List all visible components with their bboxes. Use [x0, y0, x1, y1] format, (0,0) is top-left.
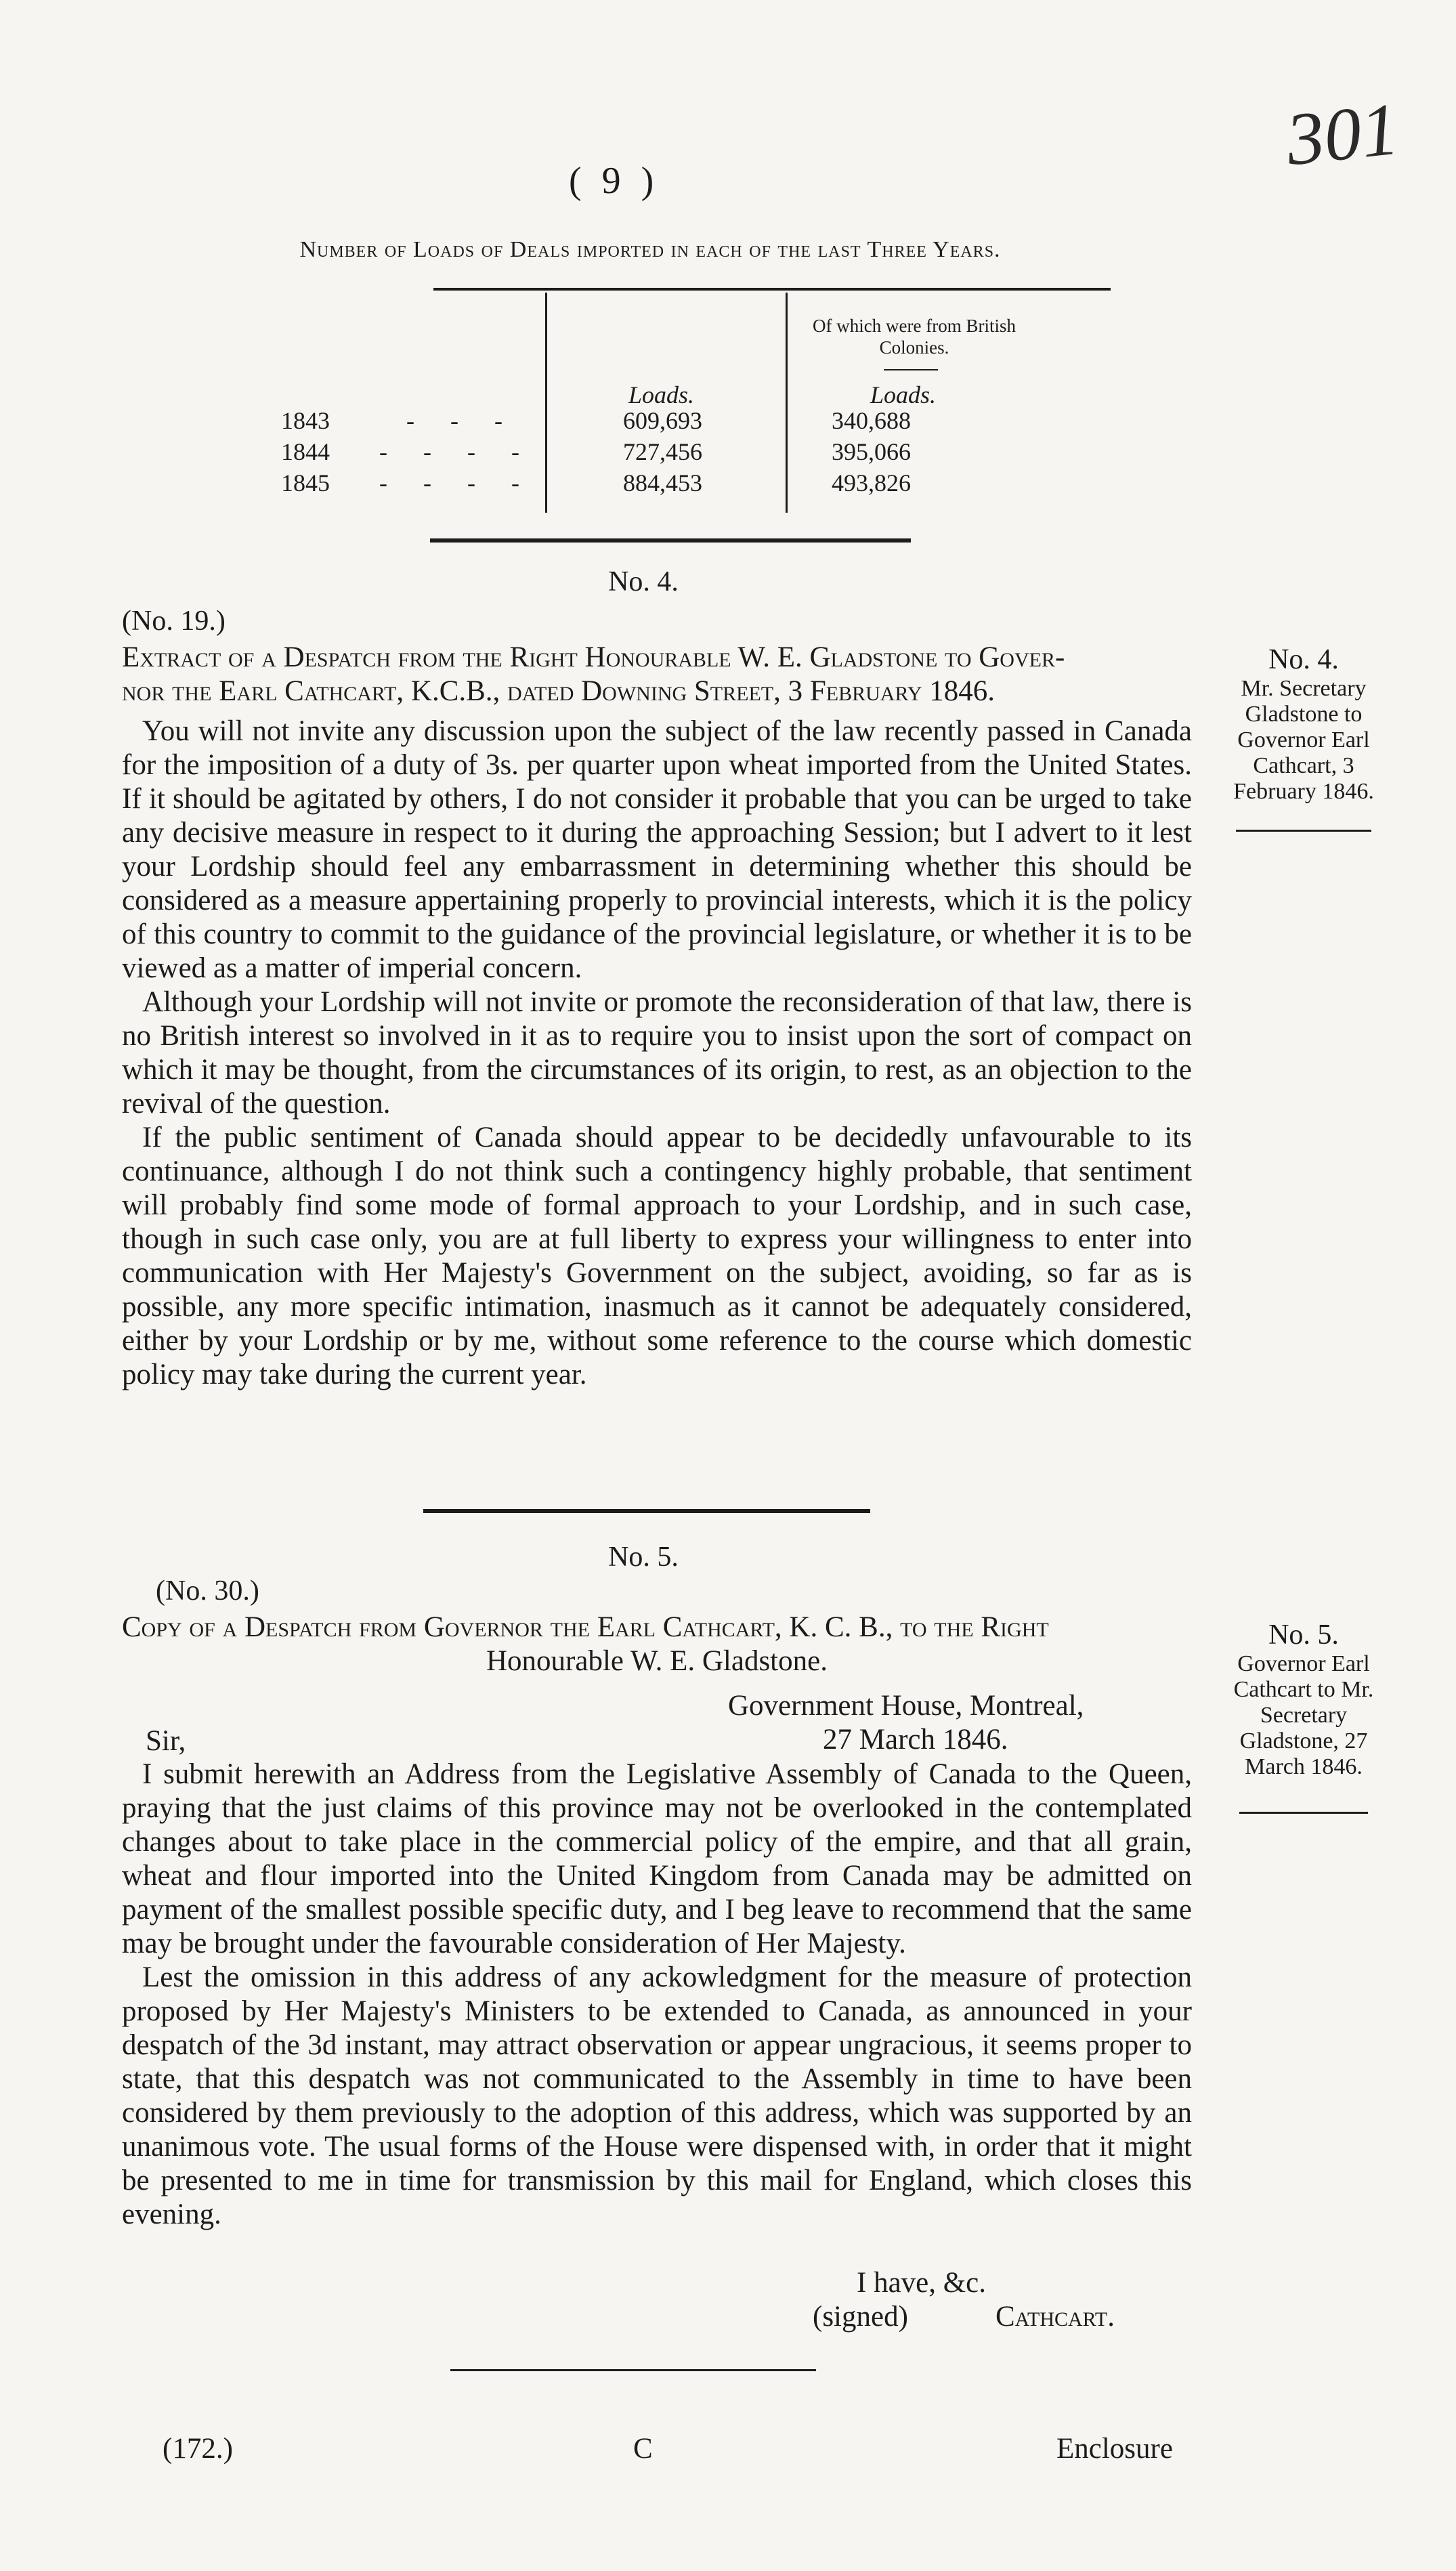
no5-title-line-2: Honourable W. E. Gladstone. — [486, 1645, 828, 1677]
table-bottom-rule — [430, 538, 911, 543]
row-year: 1844 — [281, 438, 330, 465]
total-unit-label: Loads. — [628, 381, 695, 408]
no5-margin-rule — [1239, 1812, 1368, 1814]
no4-title-line-2: nor the Earl Cathcart, K.C.B., dated Downing Street, 3 February 1846. — [122, 675, 995, 707]
no5-paragraph-2: Lest the omission in this address of any ackowledgment for the measure of protection proposed by Her Majesty's Ministers to be extended to Canada, as announced in your despatch of the 3d instant, may attract observation or appear ungracious, it seems proper to state, that this despatch was not communicated to the Assembly in time to have been considered by them previously to the adoption of this address, which was supported by an unanimous vote. The usual forms of the House were dispensed with, in order that it might be presented to me in time for transmission by this mail for England, which closes this evening. — [122, 1961, 1192, 2230]
no5-paragraph-1: I submit herewith an Address from the Legislative Assembly of Canada to the Queen, praying that the just claims of this province may not be overlooked in the contemplated changes about to take place in the commercial policy of the empire, and that all grain, wheat and flour imported into the United Kingdom from Canada may be admitted on payment of the smallest possible specific duty, and I beg leave to recommend that the same may be brought under the favourable consideration of Her Majesty. — [122, 1758, 1192, 1959]
row-colonies: 340,688 — [832, 407, 911, 434]
no5-salutation: Sir, — [146, 1725, 186, 1757]
row-year: 1845 — [281, 469, 330, 496]
table-row — [281, 467, 330, 498]
page-number: ( 9 ) — [569, 160, 660, 202]
signed-label: (signed) — [813, 2301, 908, 2333]
no4-margin-body: Mr. Secretary Gladstone to Governor Earl Cathcart, 3 February 1846. — [1233, 676, 1374, 804]
signer-name: Cathcart. — [995, 2301, 1115, 2333]
table-row — [281, 405, 330, 436]
no5-heading: No. 5. — [608, 1542, 679, 1573]
no4-heading: No. 4. — [608, 566, 679, 597]
no5-title-line-1: Copy of a Despatch from Governor the Earl Cathcart, K. C. B., to the Right — [122, 1611, 1049, 1643]
colonies-column-header: Of which were from British Colonies. — [813, 316, 1016, 358]
colonies-header-rule — [884, 369, 938, 370]
row-total: 884,453 — [623, 469, 702, 496]
row-total: 609,693 — [623, 407, 702, 434]
row-dashes: - - - — [406, 407, 517, 434]
no4-margin-heading: No. 4. — [1268, 644, 1339, 675]
no4-paragraph-1: You will not invite any discussion upon the subject of the law recently passed in Canada for the imposition of a duty of 3s. per quarter upon wheat imported from the United States. If it should be agitated by others, I do not consider it probable that you can be urged to take any decisive measure in respect to it during the approaching Session; but I advert to it lest your Lordship should feel any embarrassment in determining whether this should be considered as a measure appertaining properly to provincial interests, which it is the policy of this country to commit to the guidance of the provincial legislature, or whether it is to be viewed as a matter of imperial concern. — [122, 715, 1192, 984]
no4-title-line-1: Extract of a Despatch from the Right Honourable W. E. Gladstone to Gover- — [122, 641, 1065, 673]
closing: I have, &c. — [857, 2267, 987, 2299]
table-title: Number of Loads of Deals imported in each of the last Three Years. — [299, 237, 1001, 262]
no5-place: Government House, Montreal, — [728, 1690, 1084, 1722]
footer-catchword: Enclosure — [1056, 2433, 1173, 2465]
footer-sheet-number: (172.) — [163, 2433, 233, 2465]
no4-body — [122, 715, 1192, 1392]
no4-reference: (No. 19.) — [122, 605, 226, 637]
footer-rule — [450, 2369, 816, 2371]
no5-reference: (No. 30.) — [156, 1575, 259, 1607]
colonies-unit-label: Loads. — [870, 381, 937, 408]
no4-paragraph-2: Although your Lordship will not invite or promote the reconsideration of that law, there is no British interest so involved in it as to require you to insist upon the sort of compact on which it may be thought, from the circumstances of its origin, to rest, as an objection to the revival of the question. — [122, 986, 1192, 1120]
no5-date: 27 March 1846. — [823, 1724, 1008, 1756]
row-dashes: - - - - — [379, 469, 534, 496]
row-total: 727,456 — [623, 438, 702, 465]
table-divider-1 — [545, 293, 547, 513]
table-top-rule — [433, 288, 1111, 291]
row-colonies: 395,066 — [832, 438, 911, 465]
row-dashes: - - - - — [379, 438, 534, 465]
row-colonies: 493,826 — [832, 469, 911, 496]
footer-signature-mark: C — [633, 2433, 653, 2465]
no5-margin-heading: No. 5. — [1268, 1619, 1339, 1651]
row-year: 1843 — [281, 407, 330, 434]
no4-paragraph-3: If the public sentiment of Canada should appear to be decidedly unfavourable to its continuance, although I do not think such a contingency highly probable, that sentiment will probably find some mode of formal approach to your Lordship, and in such case, though in such case only, you are at full liberty to express your willingness to enter into communication with Her Majesty's Government on the subject, avoiding, so far as is possible, any more specific intimation, inasmuch as it cannot be adequately considered, either by your Lordship or by me, without some reference to the course which domestic policy may take during the current year. — [122, 1122, 1192, 1390]
section-divider — [423, 1509, 870, 1513]
no5-margin-body: Governor Earl Cathcart to Mr. Secretary Gladstone, 27 March 1846. — [1233, 1651, 1374, 1779]
no4-margin-rule — [1236, 830, 1371, 832]
table-divider-2 — [786, 293, 788, 513]
no5-body — [122, 1758, 1192, 2232]
table-row — [281, 436, 330, 467]
folio-number: 301 — [1283, 87, 1403, 182]
no4-margin-note — [1216, 643, 1392, 805]
no5-margin-note — [1209, 1619, 1398, 1780]
